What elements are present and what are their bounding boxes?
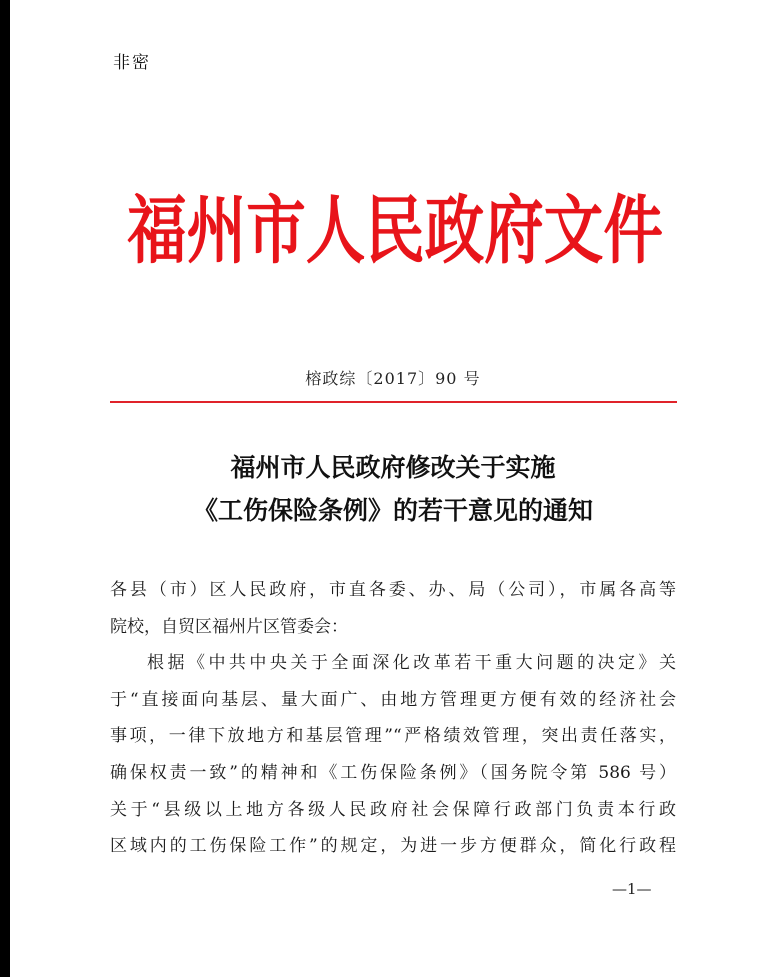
document-number: 榕政综〔2017〕90 号	[305, 369, 481, 388]
addressee-line-1: 各县（市）区人民政府，市直各委、办、局（公司），市属各高等	[110, 580, 676, 600]
paragraph-line: 根据《中共中央关于全面深化改革若干重大问题的决定》关	[147, 653, 676, 674]
notice-title-line-1: 福州市人民政府修改关于实施	[230, 453, 556, 482]
addressee-line-2: 院校，自贸区福州片区管委会：	[110, 616, 348, 637]
paragraph-line: 确保权责一致”的精神和《工伤保险条例》（国务院令第 586 号）	[110, 762, 676, 783]
paragraph-line: 关于“县级以上地方各级人民政府社会保障行政部门负责本行政	[110, 799, 676, 820]
paragraph-line: 事项，一律下放地方和基层管理”“严格绩效管理，突出责任落实，	[110, 726, 676, 747]
page-number: —1—	[612, 880, 652, 898]
paragraph-line: 于“直接面向基层、量大面广、由地方管理更方便有效的经济社会	[110, 689, 676, 710]
notice-title	[110, 446, 676, 532]
paragraph-line: 区域内的工伤保险工作”的规定，为进一步方便群众，简化行政程	[110, 836, 676, 857]
header-red-rule	[110, 401, 677, 403]
notice-title-line-2: 《工伤保险条例》的若干意见的通知	[192, 496, 593, 525]
document-header-title: 福州市人民政府文件	[127, 188, 663, 275]
page-edge-bar	[0, 0, 10, 977]
classification-label: 非密	[113, 53, 151, 73]
body-text	[110, 572, 676, 865]
